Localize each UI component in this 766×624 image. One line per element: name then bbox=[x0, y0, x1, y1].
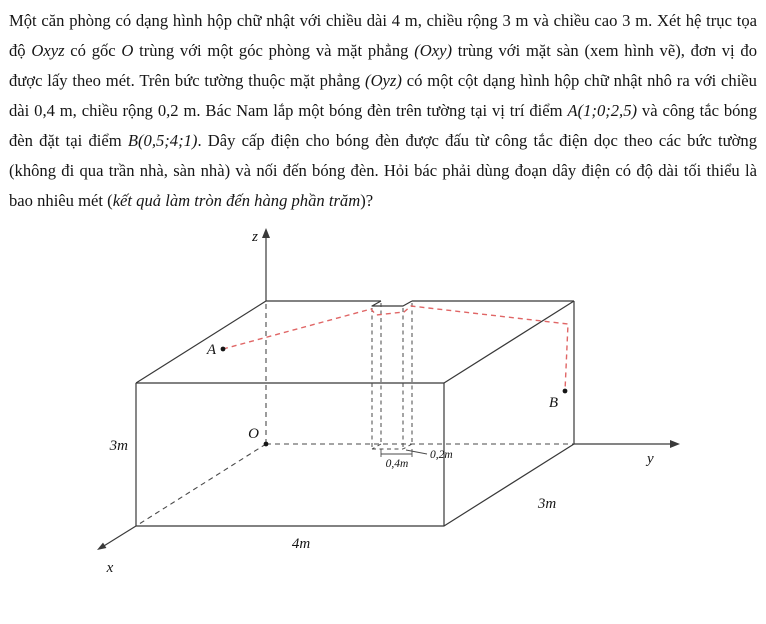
top-right-edge bbox=[444, 301, 574, 383]
column-dimension-marks bbox=[381, 449, 427, 457]
column-bottom-left-edge bbox=[372, 444, 381, 449]
point-o-dot bbox=[264, 442, 269, 447]
math-symbol-o: O bbox=[121, 41, 134, 60]
height-dimension-label: 3m bbox=[109, 438, 128, 454]
column-width-label: 0,4m bbox=[385, 458, 409, 470]
column-bottom-right-edge bbox=[403, 444, 412, 449]
math-symbol-oyz-plane: (Oyz) bbox=[365, 71, 402, 90]
point-a-dot bbox=[221, 347, 226, 352]
x-axis-line bbox=[103, 526, 136, 547]
room-box-edges bbox=[136, 301, 574, 526]
math-point-a-coords: A(1;0;2,5) bbox=[567, 101, 638, 120]
z-axis-arrowhead bbox=[262, 228, 270, 238]
problem-text-segment-10: và công tắc bóng đèn đặt tại điểm bbox=[9, 101, 758, 150]
problem-text-segment-6: trùng với mặt sàn (xem hình vẽ), đơn vị đo được lấy theo mét. Trên bức tường thuộc mặt phẳng bbox=[9, 41, 758, 90]
x-axis-arrowhead bbox=[97, 543, 106, 550]
y-axis-label: y bbox=[647, 451, 654, 467]
problem-text-segment-2: có gốc bbox=[64, 41, 122, 60]
rounding-note-italic: kết quả làm tròn đến hàng phần trăm bbox=[112, 191, 361, 210]
problem-text-segment-0: Một căn phòng có dạng hình hộp chữ nhật với chiều dài 4 m, chiều rộng 3 m và chiều cao 3 m. Xét hệ trục tọa độ bbox=[9, 11, 757, 60]
column-hidden-edges bbox=[372, 303, 412, 449]
problem-statement bbox=[0, 0, 766, 216]
hidden-edges bbox=[136, 301, 574, 526]
point-o-label: O bbox=[248, 426, 259, 442]
figure-3d-room-diagram bbox=[0, 216, 766, 590]
col-depth-leader-line bbox=[406, 450, 427, 454]
math-symbol-oxy-plane: (Oxy) bbox=[414, 41, 452, 60]
hidden-edge-x bbox=[136, 444, 266, 526]
point-b-dot bbox=[563, 389, 568, 394]
top-left-edge bbox=[136, 301, 266, 383]
y-axis-arrowhead bbox=[670, 440, 680, 448]
coordinate-axes bbox=[103, 237, 671, 547]
axis-arrowheads bbox=[97, 228, 680, 550]
width-dimension-label: 3m bbox=[537, 496, 557, 512]
math-point-b-coords: B(0,5;4;1) bbox=[127, 131, 198, 150]
point-a-label: A bbox=[206, 342, 216, 358]
math-symbol-oxyz: Oxyz bbox=[31, 41, 65, 60]
problem-text-segment-8: có một cột dạng hình hộp chữ nhật nhô ra với chiều dài 0,4 m, chiều rộng 0,2 m. Bác Nam lắp một bóng đèn trên tường tại vị trí điểm bbox=[9, 71, 757, 120]
wire-path bbox=[223, 306, 568, 391]
marked-points bbox=[221, 347, 568, 447]
room-diagram-svg bbox=[0, 216, 766, 590]
column-top-outline bbox=[372, 301, 412, 306]
z-axis-label: z bbox=[252, 229, 258, 245]
problem-text-segment-12: . Dây cấp điện cho bóng đèn được đấu từ công tắc điện dọc theo các bức tường (không đi qua trần nhà, sàn nhà) và nối đến bóng đèn. Hỏi bác phải dùng đoạn dây điện có độ dài tối thiểu là bao nhiêu mét ( bbox=[9, 131, 757, 210]
x-axis-label: x bbox=[106, 560, 114, 576]
problem-text-segment-4: trùng với một góc phòng và mặt phẳng bbox=[133, 41, 415, 60]
point-b-label: B bbox=[548, 395, 558, 411]
wall-column bbox=[372, 301, 412, 449]
problem-text-segment-14: )? bbox=[360, 191, 374, 210]
length-dimension-label: 4m bbox=[291, 536, 311, 552]
column-depth-label: 0,2m bbox=[430, 449, 453, 461]
